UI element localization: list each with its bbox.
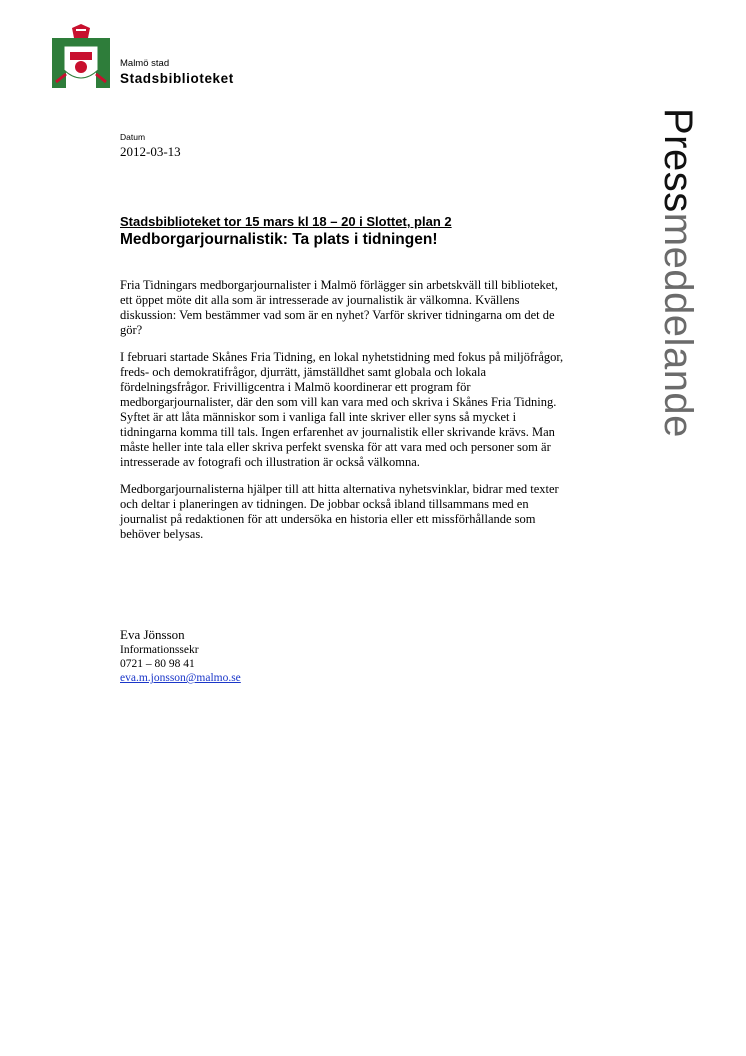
title-part-press: Press (656, 108, 700, 213)
article-body (120, 278, 570, 554)
event-subheading: Stadsbiblioteket tor 15 mars kl 18 – 20 i Slottet, plan 2 (120, 214, 452, 229)
organization-name: Malmö stad (120, 58, 170, 69)
date-value: 2012-03-13 (120, 144, 181, 159)
contact-email-link[interactable]: eva.m.jonsson@malmo.se (120, 672, 241, 684)
contact-name: Eva Jönsson (120, 627, 185, 642)
malmo-coat-of-arms-logo (52, 24, 110, 88)
headline: Medborgarjournalistik: Ta plats i tidningen! (120, 231, 438, 248)
paragraph: Medborgarjournalisterna hjälper till att hitta alternativa nyhetsvinklar, bidrar med texter och deltar i planeringen av tidningen. De jobbar också ibland tillsammans med en journalist på redaktionen för att undersöka en historia eller ett missförhållande som behöver belysas. (120, 482, 559, 541)
paragraph: Fria Tidningars medborgarjournalister i Malmö förlägger sin arbetskväll till biblioteket, ett öppet möte dit alla som är intresserade av journalistik är välkomna. Kvällens diskussion: Vem bestämmer vad som är en nyhet? Varför skriver tidningarna om det de gör? (120, 278, 558, 337)
contact-title: Informationssekr (120, 644, 199, 656)
contact-phone: 0721 – 80 98 41 (120, 658, 195, 670)
date-label: Datum (120, 132, 146, 142)
title-part-meddelande: meddelande (656, 212, 700, 438)
contact-block (120, 626, 241, 685)
document-type-title (648, 108, 708, 548)
paragraph: I februari startade Skånes Fria Tidning, en lokal nyhetstidning med fokus på miljöfrågor, freds- och demokratifrågor, djurrätt, jämställdhet samt globala och lokala fördelningsfrågor. Frivilligcentra i Malmö koordinerar ett program för medborgarjournalister, där den som vill kan vara med och skriva i Skånes Fria Tidning. Syftet är att låta människor som i vanliga fall inte skriver eller syns så mycket i tidningarna komma till tals. Ingen erfarenhet av journalistik eller skrivande krävs. Man måste heller inte tala eller skriva perfekt svenska för att vara med och personer som är intresserade av fotografi och illustration är också välkomna. (120, 350, 564, 469)
department-name: Stadsbiblioteket (120, 71, 234, 86)
